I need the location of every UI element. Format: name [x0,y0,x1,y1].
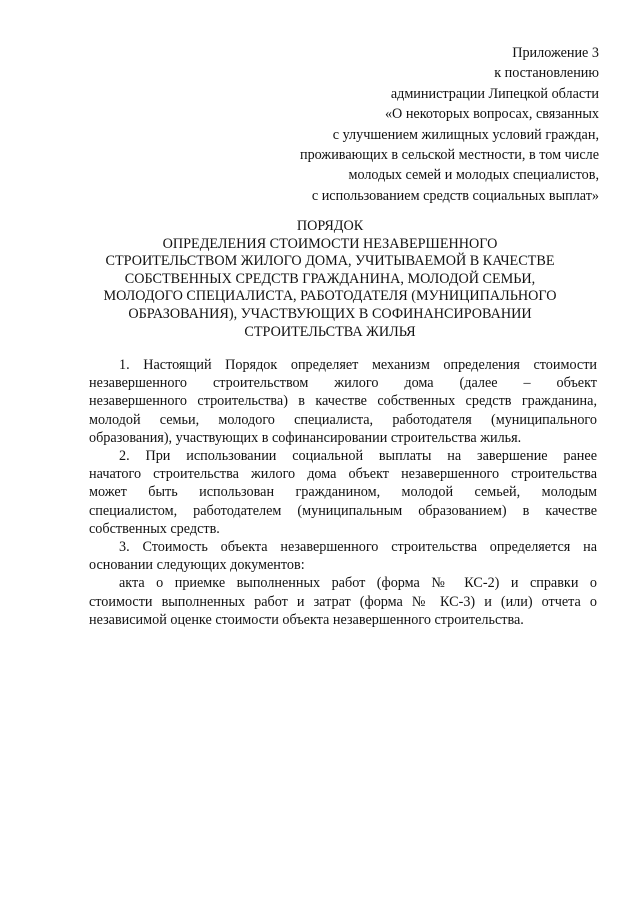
paragraph-3 [89,538,597,574]
paragraph-line: 3. Стоимость объекта незавершенного строительства определяется на [119,539,597,556]
paragraph-line: стоимости выполненных работ и затрат (форма № КС-3) и (или) отчета о [89,593,597,610]
paragraph-line: основании следующих документов: [89,557,305,574]
paragraph-line: незавершенного строительства) в качестве собственных средств гражданина, [89,393,597,410]
document-title [80,218,580,341]
paragraph-line: может быть использован гражданином, молодой семьей, молодым [89,484,597,501]
appendix-line: к постановлению [494,65,599,82]
appendix-line: администрации Липецкой области [390,85,599,102]
appendix-line: с использованием средств социальных выплат» [311,187,599,204]
paragraph-2 [89,447,597,538]
paragraph-line: незавершенного строительством жилого дома (далее – объект [89,375,597,392]
title-line: ПОРЯДОК [296,218,364,234]
paragraph-line: 2. При использовании социальной выплаты на завершение ранее [119,448,597,465]
paragraph-line: акта о приемке выполненных работ (форма № КС-2) и справки о [119,575,597,592]
paragraph-line: образования), участвующих в софинансировании строительства жилья. [89,429,522,446]
paragraph-4 [89,574,597,629]
appendix-line: проживающих в сельской местности, в том числе [299,147,599,164]
appendix-line: «О некоторых вопросах, связанных [384,106,599,123]
paragraph-line: собственных средств. [89,520,220,537]
title-line: ОПРЕДЕЛЕНИЯ СТОИМОСТИ НЕЗАВЕРШЕННОГО [162,235,498,252]
paragraph-line: независимой оценке стоимости объекта незавершенного строительства. [89,611,524,628]
title-line: ОБРАЗОВАНИЯ), УЧАСТВУЮЩИХ В СОФИНАНСИРОВАНИИ [128,305,532,322]
paragraph-line: 1. Настоящий Порядок определяет механизм определения стоимости [119,357,597,373]
title-line: СТРОИТЕЛЬСТВОМ ЖИЛОГО ДОМА, УЧИТЫВАЕМОЙ В КАЧЕСТВЕ [105,253,555,270]
document-body [89,356,597,629]
title-line: СТРОИТЕЛЬСТВА ЖИЛЬЯ [244,323,416,340]
appendix-line: молодых семей и молодых специалистов, [348,167,599,184]
appendix-line: с улучшением жилищных условий граждан, [332,126,599,143]
paragraph-line: начатого строительства жилого дома объект незавершенного строительства [89,466,597,483]
appendix-line: Приложение 3 [512,45,599,61]
paragraph-1 [89,356,597,447]
paragraph-line: молодой семьи, молодого специалиста, работодателя (муниципального [89,411,597,428]
title-line: МОЛОДОГО СПЕЦИАЛИСТА, РАБОТОДАТЕЛЯ (МУНИЦИПАЛЬНОГО [103,288,557,305]
appendix-header [179,43,599,206]
paragraph-line: специалистом, работодателем (муниципальным образованием) в качестве [89,502,597,519]
title-line: СОБСТВЕННЫХ СРЕДСТВ ГРАЖДАНИНА, МОЛОДОЙ СЕМЬИ, [124,270,536,287]
